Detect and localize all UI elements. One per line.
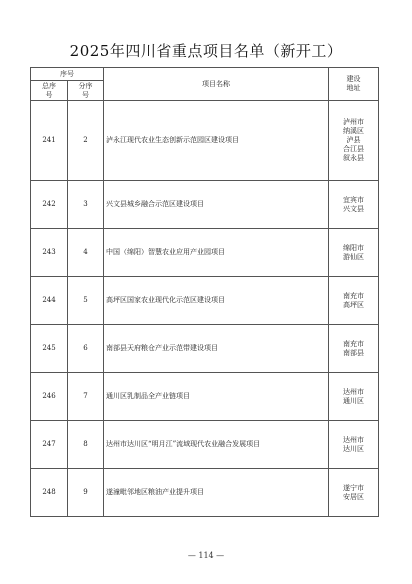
total-seq-cell: 242 — [31, 181, 68, 229]
location-line: 绵阳市 — [343, 243, 364, 252]
header-row-1 — [31, 68, 379, 81]
sub-seq-cell: 8 — [68, 421, 104, 469]
location-cell — [329, 421, 379, 469]
location-line: 南充市 — [343, 339, 364, 348]
project-name-cell: 达州市达川区“明月江”流域现代农业融合发展项目 — [104, 421, 329, 469]
location-cell — [329, 101, 379, 181]
page-title: 2025年四川省重点项目名单（新开工） — [69, 42, 343, 60]
location-cell — [329, 229, 379, 277]
project-name-cell: 高坪区国家农业现代化示范区建设项目 — [104, 277, 329, 325]
location-cell — [329, 325, 379, 373]
location-line: 通川区 — [343, 396, 364, 405]
sub-seq-header-text: 分序号 — [78, 81, 93, 99]
location-line: 泸县 — [346, 136, 361, 144]
total-seq-cell: 243 — [31, 229, 68, 277]
sub-seq-cell: 9 — [68, 469, 104, 517]
project-name-cell: 兴文县城乡融合示范区建设项目 — [104, 181, 329, 229]
page-number: — 114 — — [187, 551, 225, 560]
total-seq-cell: 248 — [31, 469, 68, 517]
project-name-cell: 遂潼毗邻地区粮油产业提升项目 — [104, 469, 329, 517]
sub-seq-cell: 5 — [68, 277, 104, 325]
location-header — [329, 68, 379, 101]
location-line: 叙永县 — [343, 154, 364, 162]
total-seq-cell: 247 — [31, 421, 68, 469]
total-seq-cell: 244 — [31, 277, 68, 325]
location-cell — [329, 373, 379, 421]
table-row — [31, 373, 379, 421]
total-seq-header-text: 总序号 — [42, 81, 56, 99]
sub-seq-cell: 2 — [68, 101, 104, 181]
project-table — [30, 67, 379, 517]
location-cell — [329, 277, 379, 325]
project-name-header: 项目名称 — [104, 68, 329, 101]
location-line: 达州市 — [343, 387, 364, 396]
location-line: 高坪区 — [343, 300, 364, 309]
location-line: 游仙区 — [343, 252, 364, 261]
location-line: 南部县 — [343, 348, 364, 357]
project-name-cell: 中国（绵阳）智慧农业应用产业园项目 — [104, 229, 329, 277]
table-row — [31, 325, 379, 373]
location-header-text: 建设地址 — [346, 75, 361, 92]
project-name-cell: 泸永江现代农业生态创新示范园区建设项目 — [104, 101, 329, 181]
total-seq-header — [31, 81, 68, 101]
table-row — [31, 229, 379, 277]
location-line: 安居区 — [343, 492, 364, 501]
sub-seq-cell: 3 — [68, 181, 104, 229]
sub-seq-cell: 4 — [68, 229, 104, 277]
location-line: 达川区 — [343, 444, 364, 453]
table-row — [31, 469, 379, 517]
location-line: 遂宁市 — [343, 483, 364, 492]
location-line: 达州市 — [343, 435, 364, 444]
seq-header: 序号 — [31, 68, 104, 81]
sub-seq-cell: 7 — [68, 373, 104, 421]
location-cell — [329, 469, 379, 517]
project-name-cell: 通川区乳制品全产业链项目 — [104, 373, 329, 421]
total-seq-cell: 245 — [31, 325, 68, 373]
location-line: 合江县 — [343, 145, 364, 153]
location-line: 南充市 — [343, 291, 364, 300]
total-seq-cell: 246 — [31, 373, 68, 421]
location-line: 泸州市 — [343, 118, 364, 126]
table-row — [31, 421, 379, 469]
project-name-cell: 南部县天府粮仓产业示范带建设项目 — [104, 325, 329, 373]
location-line: 兴文县 — [343, 204, 364, 213]
sub-seq-cell: 6 — [68, 325, 104, 373]
location-cell — [329, 181, 379, 229]
table-row — [31, 101, 379, 181]
table-row — [31, 277, 379, 325]
total-seq-cell: 241 — [31, 101, 68, 181]
sub-seq-header — [68, 81, 104, 101]
location-line: 宜宾市 — [343, 195, 364, 204]
location-line: 纳溪区 — [343, 127, 364, 135]
table-row — [31, 181, 379, 229]
